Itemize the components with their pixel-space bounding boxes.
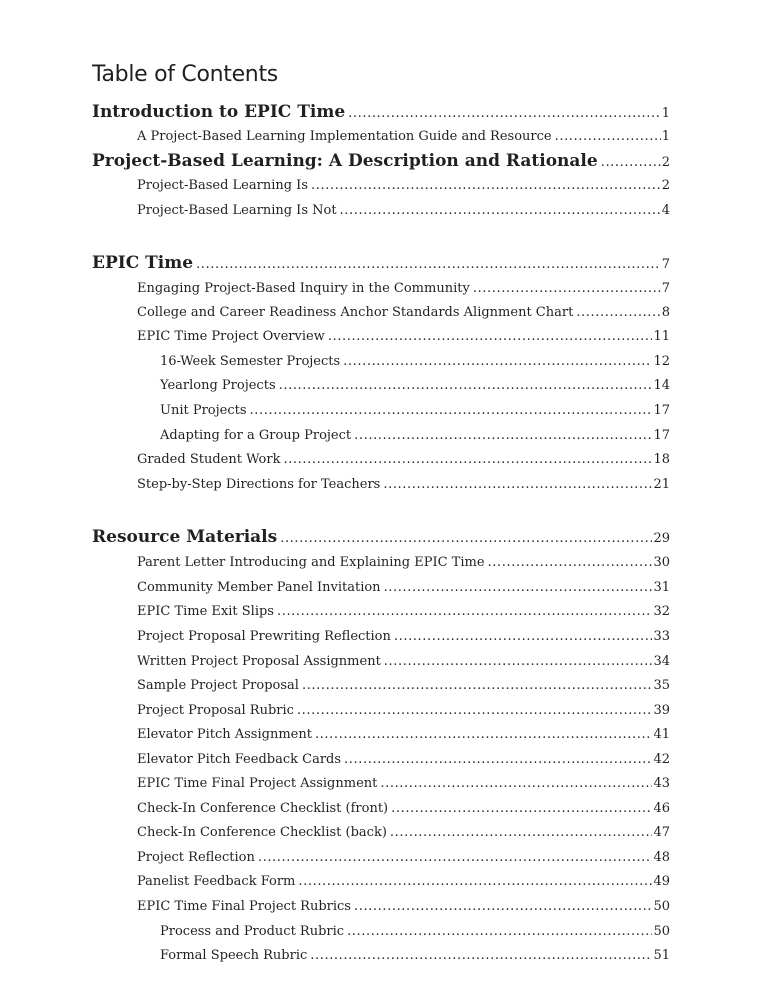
toc-label: Yearlong Projects: [160, 378, 276, 393]
toc-label: Project-Based Learning: A Description and Rationale: [92, 151, 598, 171]
toc-label: Formal Speech Rubric: [160, 948, 308, 963]
toc-entry[interactable]: [160, 354, 670, 369]
toc-label: Unit Projects: [160, 403, 247, 418]
page-title: Table of Contents: [92, 62, 278, 87]
toc-label: Elevator Pitch Feedback Cards: [137, 752, 342, 767]
toc-page-number: 8: [661, 305, 670, 320]
toc-label: Project-Based Learning Is: [137, 178, 308, 193]
dot-leader: [394, 629, 653, 644]
toc-entry[interactable]: [137, 850, 670, 865]
toc-label: Introduction to EPIC Time: [92, 102, 346, 122]
toc-page-number: 43: [653, 776, 670, 791]
toc-entry[interactable]: [137, 776, 670, 791]
toc-page-number: 2: [661, 155, 670, 170]
toc-label: Panelist Feedback Form: [137, 874, 296, 889]
toc-entry[interactable]: [137, 654, 670, 669]
toc-entry[interactable]: [137, 604, 670, 619]
dot-leader: [315, 727, 653, 742]
toc-section[interactable]: [92, 253, 670, 273]
toc-page-number: 1: [661, 129, 670, 144]
toc-entry[interactable]: [137, 752, 670, 767]
toc-label: Resource Materials: [92, 527, 278, 547]
toc-label: Community Member Panel Invitation: [137, 580, 381, 595]
toc-page-number: 18: [653, 452, 670, 467]
toc-label: Project Proposal Prewriting Reflection: [137, 629, 391, 644]
toc-entry[interactable]: [137, 305, 670, 320]
toc-entry[interactable]: [137, 178, 670, 193]
toc-entry[interactable]: [137, 555, 670, 570]
toc-label: Graded Student Work: [137, 452, 281, 467]
toc-entry[interactable]: [137, 825, 670, 840]
dot-leader: [250, 403, 653, 418]
toc-label: College and Career Readiness Anchor Standards Alignment Chart: [137, 305, 574, 320]
toc-entry[interactable]: [160, 924, 670, 939]
toc-section[interactable]: [92, 151, 670, 171]
toc-page-number: 39: [653, 703, 670, 718]
toc-entry[interactable]: [160, 378, 670, 393]
toc-entry[interactable]: [137, 703, 670, 718]
toc-label: Adapting for a Group Project: [160, 428, 352, 443]
toc-label: A Project-Based Learning Implementation Guide and Resource: [137, 129, 552, 144]
dot-leader: [473, 281, 661, 296]
toc-label: Project Reflection: [137, 850, 255, 865]
toc-page-number: 42: [653, 752, 670, 767]
toc-entry[interactable]: [137, 678, 670, 693]
toc-label: Check-In Conference Checklist (back): [137, 825, 387, 840]
toc-label: Check-In Conference Checklist (front): [137, 801, 389, 816]
dot-leader: [384, 580, 653, 595]
dot-leader: [576, 305, 660, 320]
toc-section[interactable]: [92, 102, 670, 122]
dot-leader: [258, 850, 653, 865]
toc-section[interactable]: [92, 527, 670, 547]
toc-page-number: 11: [653, 329, 670, 344]
toc-entry[interactable]: [137, 477, 670, 492]
toc-label: Parent Letter Introducing and Explaining EPIC Time: [137, 555, 485, 570]
dot-leader: [488, 555, 653, 570]
toc-entry[interactable]: [137, 580, 670, 595]
dot-leader: [298, 874, 652, 889]
dot-leader: [196, 257, 661, 272]
toc-label: Process and Product Rubric: [160, 924, 345, 939]
toc-page-number: 12: [653, 354, 670, 369]
dot-leader: [384, 654, 653, 669]
toc-entry[interactable]: [137, 899, 670, 914]
dot-leader: [280, 531, 652, 546]
dot-leader: [383, 477, 652, 492]
toc-page-number: 49: [653, 874, 670, 889]
toc-page-number: 33: [653, 629, 670, 644]
toc-page-number: 7: [661, 281, 670, 296]
dot-leader: [601, 155, 661, 170]
toc-label: EPIC Time Final Project Assignment: [137, 776, 378, 791]
toc-page-number: 2: [661, 178, 670, 193]
toc-page-number: 14: [653, 378, 670, 393]
toc-page-number: 4: [661, 203, 670, 218]
dot-leader: [297, 703, 653, 718]
toc-entry[interactable]: [137, 727, 670, 742]
toc-label: EPIC Time Final Project Rubrics: [137, 899, 351, 914]
toc-page-number: 51: [653, 948, 670, 963]
toc-page-number: 41: [653, 727, 670, 742]
toc-entry[interactable]: [137, 203, 670, 218]
toc-page-number: 21: [653, 477, 670, 492]
toc-page-number: 50: [653, 924, 670, 939]
toc-entry[interactable]: [137, 801, 670, 816]
toc-entry[interactable]: [137, 329, 670, 344]
dot-leader: [380, 776, 652, 791]
toc-page-number: 34: [653, 654, 670, 669]
toc-page-number: 7: [661, 257, 670, 272]
toc-entry[interactable]: [137, 281, 670, 296]
dot-leader: [555, 129, 661, 144]
dot-leader: [340, 203, 661, 218]
toc-page-number: 32: [653, 604, 670, 619]
dot-leader: [391, 801, 652, 816]
toc-label: 16-Week Semester Projects: [160, 354, 341, 369]
toc-label: Sample Project Proposal: [137, 678, 299, 693]
toc-label: EPIC Time Project Overview: [137, 329, 325, 344]
toc-entry[interactable]: [137, 629, 670, 644]
toc-page-number: 48: [653, 850, 670, 865]
toc-entry[interactable]: [160, 948, 670, 963]
dot-leader: [311, 178, 661, 193]
toc-label: EPIC Time: [92, 253, 194, 273]
dot-leader: [283, 452, 652, 467]
toc-entry[interactable]: [137, 452, 670, 467]
toc-page-number: 35: [653, 678, 670, 693]
dot-leader: [390, 825, 653, 840]
toc-label: EPIC Time Exit Slips: [137, 604, 274, 619]
dot-leader: [310, 948, 652, 963]
toc-page-number: 31: [653, 580, 670, 595]
toc-entry[interactable]: [137, 874, 670, 889]
dot-leader: [343, 354, 652, 369]
dot-leader: [302, 678, 652, 693]
toc-page-number: 29: [653, 531, 670, 546]
dot-leader: [354, 428, 652, 443]
toc-page-number: 47: [653, 825, 670, 840]
toc-page-number: 46: [653, 801, 670, 816]
toc-label: Elevator Pitch Assignment: [137, 727, 312, 742]
toc-entry[interactable]: [137, 129, 670, 144]
toc-label: Step-by-Step Directions for Teachers: [137, 477, 381, 492]
dot-leader: [328, 329, 653, 344]
toc-label: Project-Based Learning Is Not: [137, 203, 337, 218]
toc-label: Project Proposal Rubric: [137, 703, 294, 718]
toc-page-number: 50: [653, 899, 670, 914]
toc-page-number: 1: [661, 106, 670, 121]
toc-label: Engaging Project-Based Inquiry in the Community: [137, 281, 470, 296]
toc-page-number: 17: [653, 403, 670, 418]
dot-leader: [348, 106, 661, 121]
toc-page-number: 17: [653, 428, 670, 443]
dot-leader: [277, 604, 652, 619]
dot-leader: [344, 752, 652, 767]
toc-label: Written Project Proposal Assignment: [137, 654, 381, 669]
toc-page-number: 30: [653, 555, 670, 570]
dot-leader: [354, 899, 652, 914]
toc-entry[interactable]: [160, 403, 670, 418]
dot-leader: [347, 924, 652, 939]
dot-leader: [279, 378, 653, 393]
toc-entry[interactable]: [160, 428, 670, 443]
